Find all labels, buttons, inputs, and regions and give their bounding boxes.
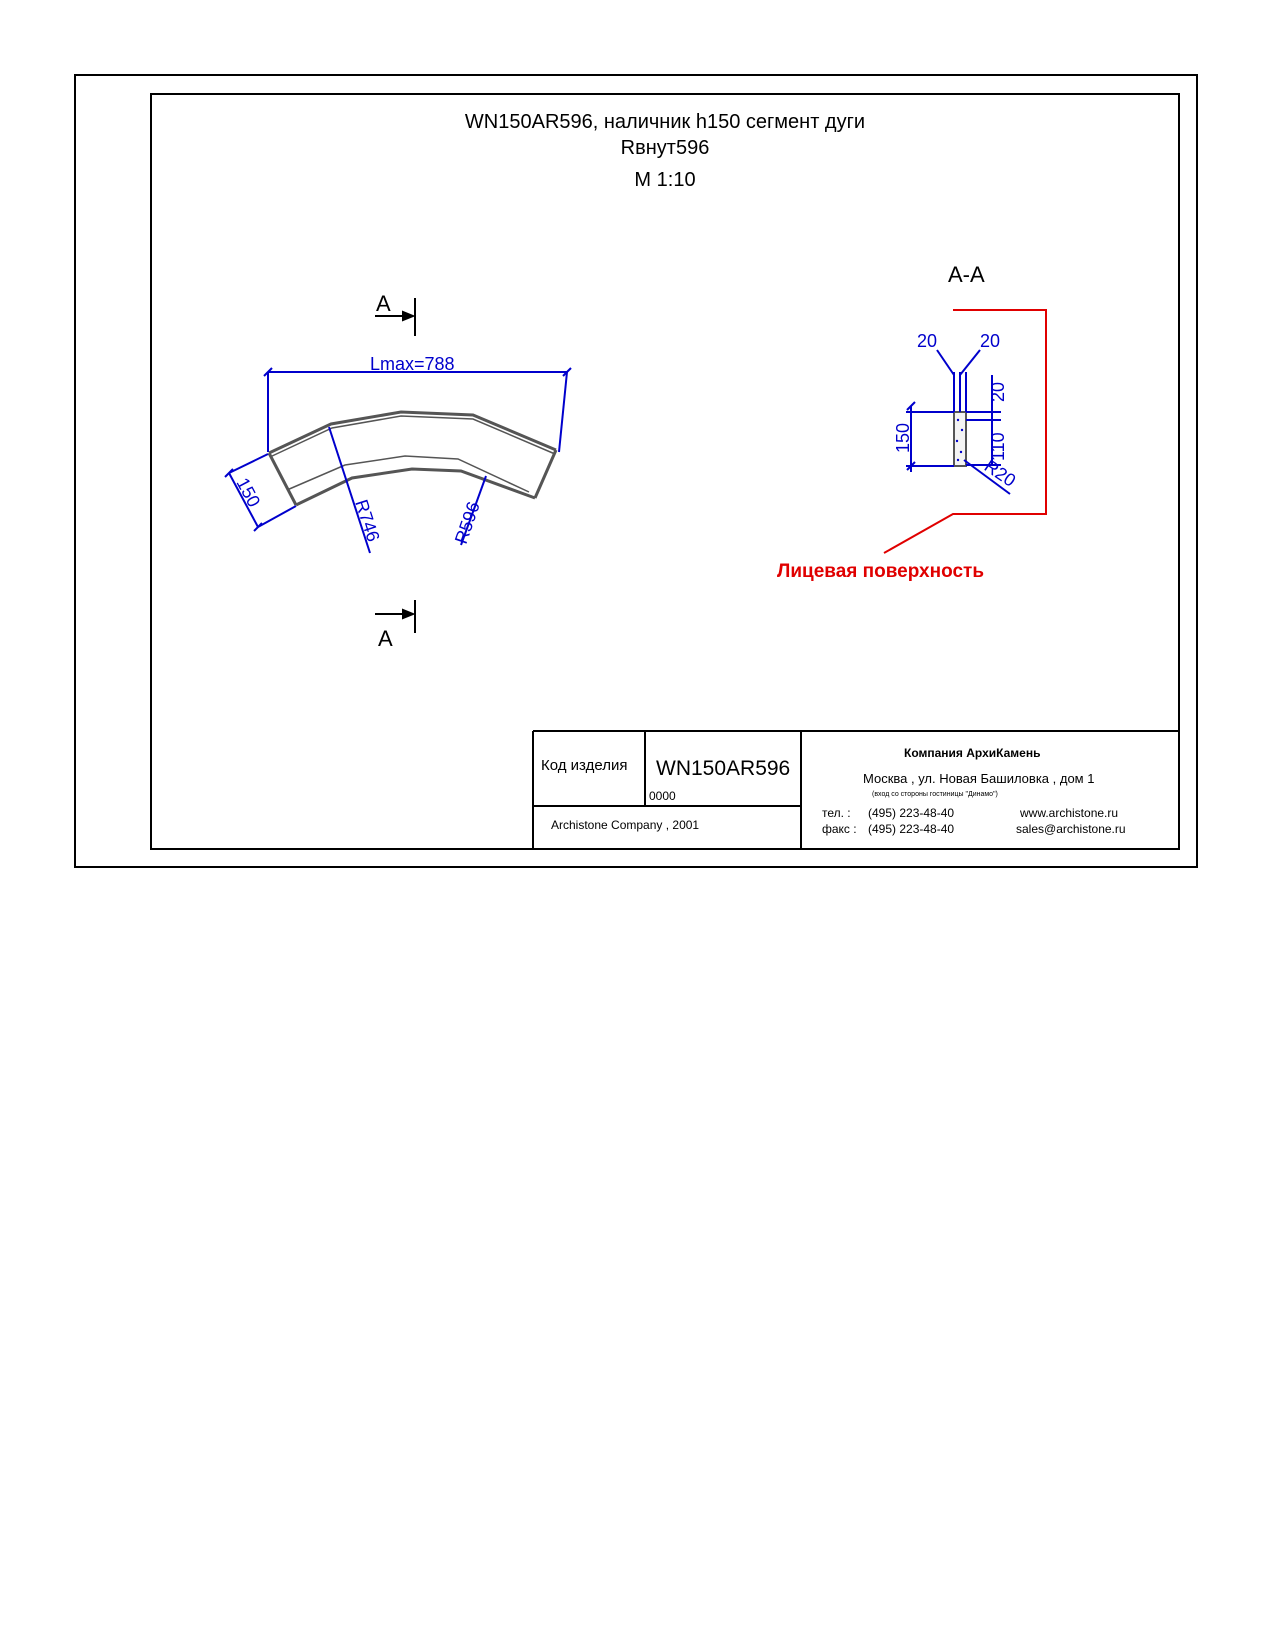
dim-outer-radius-label: R746 bbox=[351, 497, 384, 545]
fax-label: факс : bbox=[822, 822, 857, 836]
dim-width-label: 150 bbox=[232, 474, 265, 511]
section-letter-bottom: А bbox=[378, 626, 393, 651]
face-label: Лицевая поверхность bbox=[777, 561, 985, 582]
dim-inner-radius-label: R596 bbox=[450, 499, 484, 547]
dim-lmax bbox=[264, 368, 571, 452]
dim-height-label: 150 bbox=[893, 422, 913, 453]
phone-label: тел. : bbox=[822, 806, 851, 820]
company-address: Москва , ул. Новая Башиловка , дом 1 bbox=[863, 771, 1095, 786]
copyright-text: Archistone Company , 2001 bbox=[551, 818, 700, 832]
section-title: А-А bbox=[948, 262, 985, 287]
product-code-value: WN150AR596 bbox=[656, 757, 791, 780]
dim-top-right-label: 20 bbox=[980, 331, 1001, 351]
dim-right-top-label: 20 bbox=[988, 381, 1008, 402]
dim-lmax-label: Lmax=788 bbox=[370, 354, 455, 374]
company-name: Компания АрхиКамень bbox=[904, 746, 1041, 760]
dim-fillet-label: R20 bbox=[980, 455, 1020, 491]
section-letter-top: А bbox=[376, 291, 391, 316]
drawing-scale: М 1:10 bbox=[634, 169, 696, 191]
section-profile bbox=[954, 412, 966, 466]
product-code-label: Код изделия bbox=[541, 757, 628, 774]
dim-right-mid-label: 110 bbox=[988, 432, 1008, 461]
arc-segment-outline bbox=[269, 412, 556, 505]
drawing-subtitle-radius: Rвнут596 bbox=[620, 137, 710, 159]
product-subcode: 0000 bbox=[649, 789, 676, 803]
address-note: (вход со стороны гостиницы "Динамо") bbox=[872, 791, 998, 798]
website: www.archistone.ru bbox=[1020, 806, 1119, 820]
email: sales@archistone.ru bbox=[1016, 822, 1126, 836]
fax-number: (495) 223-48-40 bbox=[868, 822, 955, 836]
drawing-title: WN150AR596, наличник h150 сегмент дуги bbox=[464, 111, 866, 133]
phone-number: (495) 223-48-40 bbox=[868, 806, 955, 820]
dim-top-left-label: 20 bbox=[917, 331, 938, 351]
